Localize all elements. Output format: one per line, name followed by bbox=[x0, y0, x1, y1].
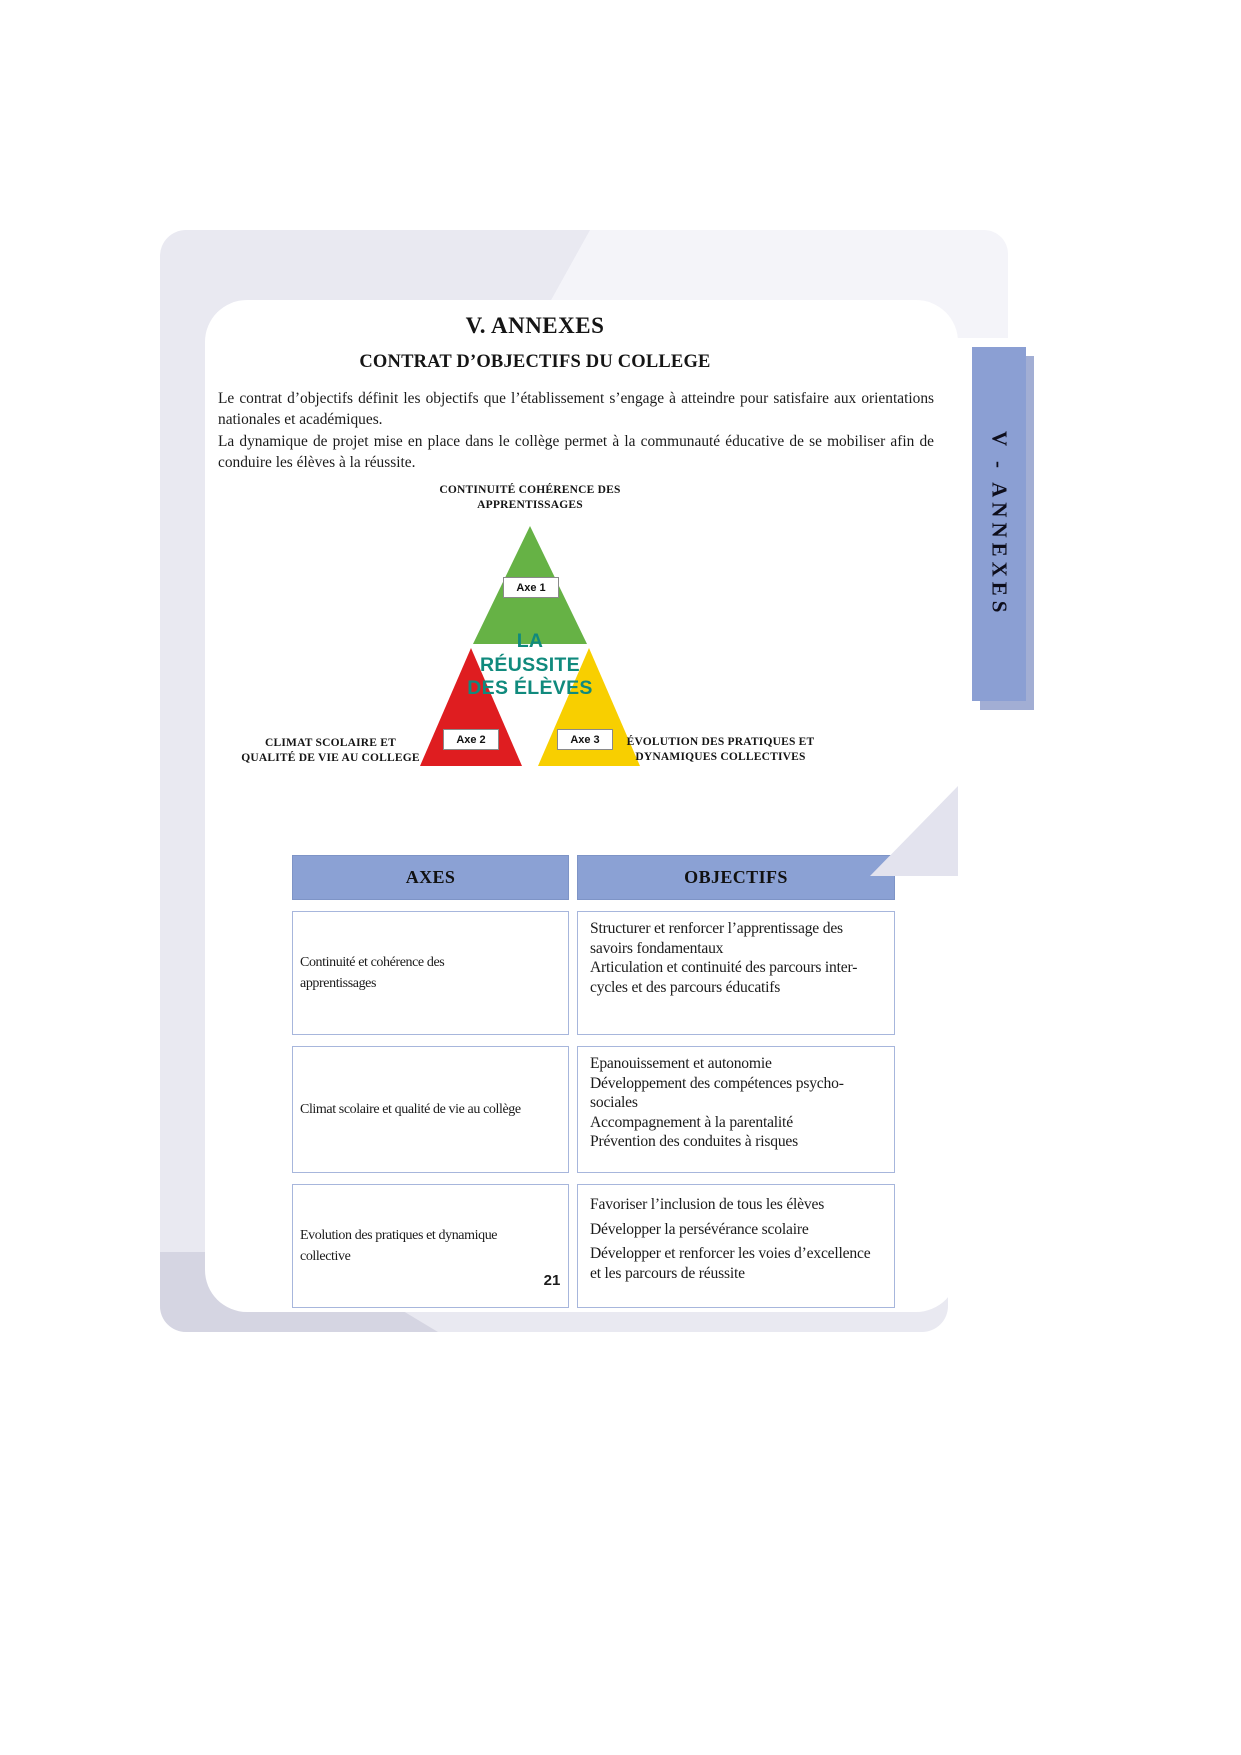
axe1-badge: Axe 1 bbox=[503, 577, 559, 598]
side-tab-annexes: V - ANNEXES bbox=[972, 347, 1026, 701]
axis-line: Continuité et cohérence des bbox=[300, 955, 445, 970]
objective-line: Développement des compétences psycho-sociales bbox=[590, 1074, 844, 1111]
diagram-center-line3: DES ÉLÈVES bbox=[467, 677, 593, 699]
objective-line: Prévention des conduites à risques bbox=[590, 1133, 799, 1150]
axis-line: collective bbox=[300, 1249, 351, 1264]
diagram-label-left-line1: CLIMAT SCOLAIRE ET bbox=[265, 737, 396, 749]
diagram-label-left-line2: QUALITÉ DE VIE AU COLLEGE bbox=[241, 752, 420, 764]
axis-cell bbox=[292, 1046, 569, 1173]
diagram-center-text bbox=[410, 630, 650, 701]
document-subtitle: CONTRAT D’OBJECTIFS DU COLLEGE bbox=[359, 352, 711, 372]
objective-line: Favoriser l’inclusion de tous les élèves bbox=[590, 1196, 825, 1213]
objective-line: Développer et renforcer les voies d’excellence et les parcours de réussite bbox=[590, 1245, 871, 1282]
objective-line: Structurer et renforcer l’apprentissage des savoirs fondamentaux bbox=[590, 920, 843, 957]
table-header-objectifs: OBJECTIFS bbox=[577, 855, 895, 900]
objectives-table bbox=[292, 855, 895, 1308]
intro-paragraph-2: La dynamique de projet mise en place dans le collège permet à la communauté éducative de se mobiliser afin de conduire les élèves à la réussite. bbox=[218, 432, 934, 472]
diagram-label-top-line2: APPRENTISSAGES bbox=[477, 499, 583, 511]
axe2-badge: Axe 2 bbox=[443, 729, 499, 750]
objective-line: Développer la persévérance scolaire bbox=[590, 1220, 809, 1238]
objective-line: Epanouissement et autonomie bbox=[590, 1055, 772, 1072]
axis-line: Climat scolaire et qualité de vie au collège bbox=[300, 1102, 521, 1117]
document-panel bbox=[205, 300, 958, 1312]
diagram-label-right-line1: ÉVOLUTION DES PRATIQUES ET bbox=[626, 736, 815, 748]
diagram-label-left bbox=[233, 736, 428, 766]
diagram-label-right bbox=[613, 735, 828, 765]
page-title: V. ANNEXES bbox=[465, 313, 605, 338]
diagram-label-top bbox=[420, 483, 640, 513]
diagram-center-line2: RÉUSSITE bbox=[480, 653, 580, 676]
page-number: 21 bbox=[543, 1272, 561, 1289]
axis-cell bbox=[292, 1184, 569, 1308]
axe3-badge: Axe 3 bbox=[557, 729, 613, 750]
intro-paragraph-1: Le contrat d’objectifs définit les objectifs que l’établissement s’engage à atteindre pour satisfaire aux orientations nationales et académiques. bbox=[218, 390, 934, 429]
objective-line: Articulation et continuité des parcours inter-cycles et des parcours éducatifs bbox=[590, 959, 858, 996]
objectives-cell bbox=[577, 1184, 895, 1308]
axis-cell bbox=[292, 911, 569, 1035]
table-header-axes: AXES bbox=[292, 855, 569, 900]
diagram-label-right-line2: DYNAMIQUES COLLECTIVES bbox=[635, 751, 806, 763]
intro-text bbox=[218, 388, 934, 474]
axis-line: Evolution des pratiques et dynamique bbox=[300, 1228, 498, 1243]
axis-line: apprentissages bbox=[300, 976, 377, 991]
objective-line: Accompagnement à la parentalité bbox=[590, 1113, 793, 1131]
diagram-label-top-line1: CONTINUITÉ COHÉRENCE DES bbox=[439, 484, 621, 496]
objectives-cell bbox=[577, 1046, 895, 1173]
objectives-cell bbox=[577, 911, 895, 1035]
diagram-center-line1: LA bbox=[516, 630, 544, 652]
